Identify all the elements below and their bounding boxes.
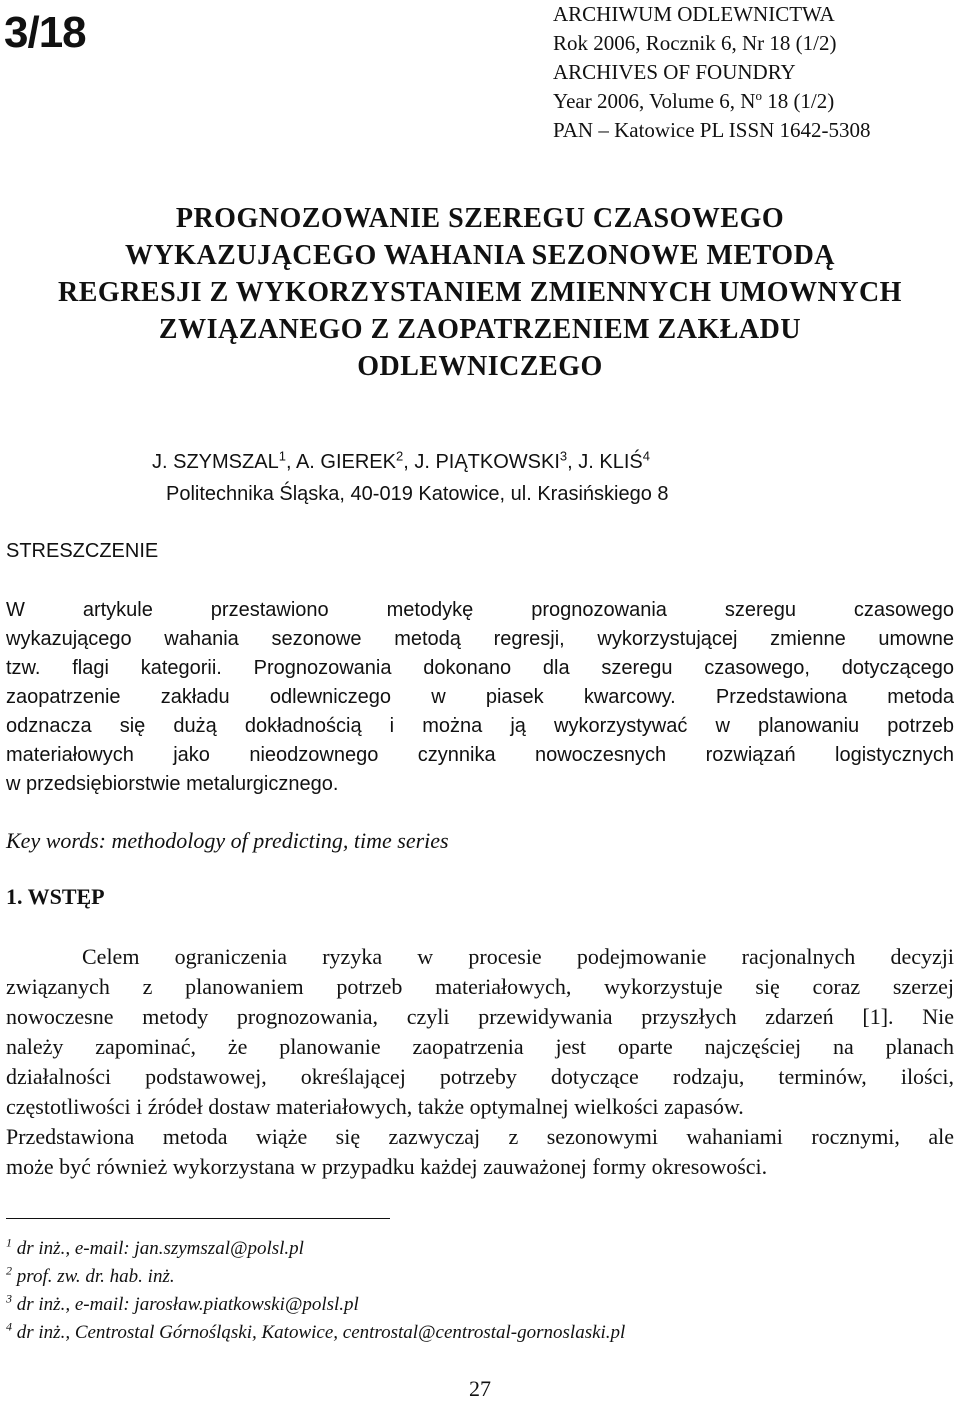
body-line: działalności podstawowej, określającej potrzeby dotyczące rodzaju, terminów, ilości, bbox=[6, 1064, 954, 1089]
body-line: Przedstawiona metoda wiąże się zazwyczaj z sezonowymi wahaniami rocznymi, ale bbox=[6, 1124, 954, 1149]
title-line: ZWIĄZANEGO Z ZAOPATRZENIEM ZAKŁADU bbox=[158, 314, 802, 345]
abstract-line: materiałowych jako nieodzownego czynnika nowoczesnych rozwiązań logistycznych bbox=[6, 744, 954, 766]
journal-info bbox=[553, 0, 871, 145]
journal-line: Year 2006, Volume 6, $N^o$ 18 (1/2) bbox=[553, 88, 835, 113]
body-line: związanych z planowaniem potrzeb materiałowych, wykorzystuje się coraz szerzej bbox=[6, 974, 954, 999]
body-line: nowoczesne metody prognozowania, czyli przewidywania przyszłych zdarzeń [1]. Nie bbox=[6, 1004, 954, 1029]
journal-line: ARCHIWUM ODLEWNICTWA bbox=[553, 2, 835, 26]
body-line: może być również wykorzystana w przypadku każdej zauważonej formy okresowości. bbox=[6, 1154, 768, 1179]
author-list: J. SZYMSZAL$^1$, A. GIEREK$^2$, J. PIĄTKOWSKI$^3$, J. KLIŚ$^4$ bbox=[152, 448, 650, 473]
authors-block bbox=[152, 446, 669, 510]
title-line: REGRESJI Z WYKORZYSTANIEM ZMIENNYCH UMOWNYCH bbox=[58, 277, 902, 308]
body-line: Celem ograniczenia ryzyka w procesie podejmowanie racjonalnych decyzji bbox=[82, 944, 954, 969]
page-number: 27 bbox=[469, 1376, 491, 1401]
body-line: częstotliwości i źródeł dostaw materiałowych, także optymalnej wielkości zapasów. bbox=[6, 1094, 744, 1119]
section-heading: 1. WSTĘP bbox=[6, 884, 105, 909]
footnote: $^1$ dr inż., e-mail: jan.szymszal@polsl.pl bbox=[6, 1235, 304, 1259]
article-number: 3/18 bbox=[4, 8, 86, 57]
abstract-line: tzw. flagi kategorii. Prognozowania dokonano dla szeregu czasowego, dotyczącego bbox=[6, 657, 954, 679]
paper-title bbox=[0, 200, 960, 385]
abstract-heading: STRESZCZENIE bbox=[6, 540, 159, 562]
footnote: $^2$ prof. zw. dr. hab. inż. bbox=[6, 1263, 175, 1287]
body-line: należy zapominać, że planowanie zaopatrzenia jest oparte najczęściej na planach bbox=[6, 1034, 954, 1059]
abstract-text bbox=[6, 596, 954, 799]
journal-line: PAN – Katowice PL ISSN 1642-5308 bbox=[553, 118, 871, 142]
keywords: Key words: methodology of predicting, time series bbox=[6, 828, 449, 853]
affiliation: Politechnika Śląska, 40-019 Katowice, ul. Krasińskiego 8 bbox=[166, 483, 669, 505]
abstract-line: w przedsiębiorstwie metalurgicznego. bbox=[6, 773, 339, 795]
abstract-line: W artykule przestawiono metodykę prognozowania szeregu czasowego bbox=[6, 599, 954, 621]
journal-line: Rok 2006, Rocznik 6, Nr 18 (1/2) bbox=[553, 31, 837, 55]
abstract-line: zaopatrzenie zakładu odlewniczego w piasek kwarcowy. Przedstawiona metoda bbox=[6, 686, 954, 708]
title-line: WYKAZUJĄCEGO WAHANIA SEZONOWE METODĄ bbox=[124, 240, 836, 271]
intro-paragraph bbox=[6, 942, 954, 1182]
abstract-line: wykazującego wahania sezonowe metodą regresji, wykorzystującej zmienne umowne bbox=[6, 628, 954, 650]
footnote: $^4$ dr inż., Centrostal Górnośląski, Katowice, centrostal@centrostal-gornoslaski.pl bbox=[6, 1319, 626, 1343]
footnote: $^3$ dr inż., e-mail: jarosław.piatkowski@polsl.pl bbox=[6, 1291, 359, 1315]
footnote-divider bbox=[6, 1218, 390, 1219]
title-line: PROGNOZOWANIE SZEREGU CZASOWEGO bbox=[175, 203, 785, 234]
title-line: ODLEWNICZEGO bbox=[357, 351, 603, 382]
journal-line: ARCHIVES OF FOUNDRY bbox=[553, 60, 796, 84]
abstract-line: odznacza się dużą dokładnością i można ją wykorzystywać w planowaniu potrzeb bbox=[6, 715, 954, 737]
